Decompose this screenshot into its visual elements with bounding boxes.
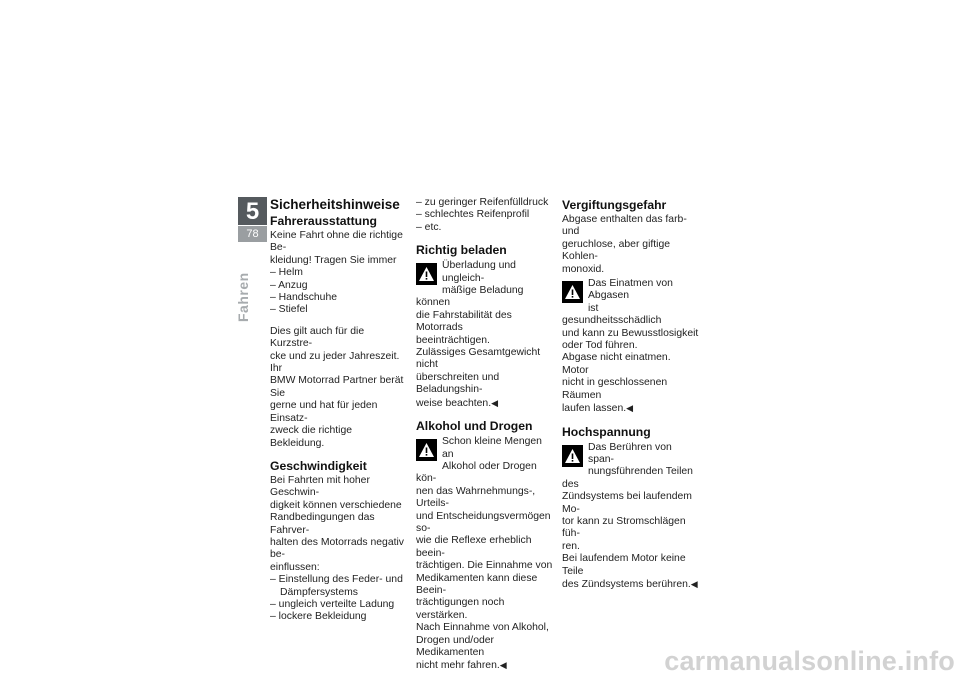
chapter-tab bbox=[238, 197, 267, 245]
paragraph: Bei laufendem Motor keine Teile des Zündsystems berühren.◀ bbox=[562, 553, 698, 590]
list-item: – Handschuhe bbox=[270, 292, 338, 304]
end-mark-icon: ◀ bbox=[499, 660, 507, 671]
watermark: carmanualsonline.info bbox=[664, 646, 955, 676]
warning-icon bbox=[562, 281, 583, 303]
list-item: – Helm bbox=[270, 267, 303, 279]
end-mark-icon: ◀ bbox=[690, 578, 698, 589]
heading-fahrerausstattung: Fahrerausstattung bbox=[270, 214, 377, 228]
list-item: – ungleich verteilte Ladung bbox=[270, 598, 395, 610]
list-item: – etc. bbox=[416, 221, 442, 233]
chapter-number: 5 bbox=[238, 197, 267, 225]
list-item: – zu geringer Reifenfülldruck bbox=[416, 197, 549, 208]
warning-icon bbox=[416, 439, 437, 461]
heading-richtig-beladen: Richtig beladen bbox=[416, 243, 507, 258]
list-item: – schlechtes Reifenprofil bbox=[416, 209, 530, 221]
warning-block: Das Einatmen von Abgasen ist gesundheitsschädlich und kann zu Bewusstlosigkeit oder Tod führen. bbox=[562, 278, 699, 352]
paragraph: Bei Fahrten mit hoher Geschwin- digkeit können verschiedene Randbedingungen das Fahrver- halten des Motorrads negativ be- einflussen: bbox=[270, 474, 405, 573]
heading-vergiftungsgefahr: Vergiftungsgefahr bbox=[562, 198, 667, 212]
paragraph: Abgase enthalten das farb- und geruchlose, aber giftige Kohlen- monoxid. bbox=[562, 214, 687, 275]
paragraph: Dies gilt auch für die Kurzstre- cke und zu jeder Jahreszeit. Ihr BMW Motorrad Partner berät Sie gerne und hat für jeden Einsatz- zweck die richtige Bekleidung. bbox=[270, 325, 404, 449]
column-2 bbox=[416, 197, 553, 673]
warning-block: Überladung und ungleich- mäßige Beladung können die Fahrstabilität des Motorrads beeinträchtigen. bbox=[416, 260, 524, 346]
heading-geschwindigkeit: Geschwindigkeit bbox=[270, 458, 367, 473]
page-number: 78 bbox=[238, 226, 267, 242]
end-mark-icon: ◀ bbox=[626, 403, 634, 414]
page-title: Sicherheitshinweise bbox=[270, 197, 400, 212]
column-1 bbox=[270, 197, 407, 624]
end-mark-icon: ◀ bbox=[491, 397, 499, 408]
paragraph: Keine Fahrt ohne die richtige Be- kleidung! Tragen Sie immer bbox=[270, 230, 403, 266]
equipment-list bbox=[270, 267, 407, 317]
warning-block: Das Berühren von span- nungsführenden Teilen des Zündsystems bei laufendem Mo- tor kann zu Stromschlägen füh- ren. bbox=[562, 441, 693, 552]
warning-icon bbox=[562, 445, 583, 467]
warning-block: Schon kleine Mengen an Alkohol oder Drogen kön- nen das Wahrnehmungs-, Urteils- und Entscheidungsvermögen so- wie die Reflexe erheblich beein- trächtigen. Die Einnahme von Medikamenten kann diese Beein- trächtigungen noch verstärken. Nach Einnahme von Alkohol, Drogen und/oder Medikamenten nicht mehr fahren.◀ bbox=[416, 436, 553, 672]
column-3 bbox=[562, 197, 699, 591]
list-item: – lockere Bekleidung bbox=[270, 611, 367, 623]
chapter-side-label: Fahren bbox=[235, 272, 251, 322]
speed-factor-list bbox=[270, 574, 407, 624]
list-item: – Einstellung des Feder- und Dämpfersystems bbox=[270, 574, 403, 598]
list-item: – Stiefel bbox=[270, 304, 308, 316]
heading-alkohol-und-drogen: Alkohol und Drogen bbox=[416, 419, 533, 434]
speed-factor-list-continued bbox=[416, 197, 553, 234]
heading-hochspannung: Hochspannung bbox=[562, 424, 651, 439]
paragraph: Zulässiges Gesamtgewicht nicht überschreiten und Beladungshin- weise beachten.◀ bbox=[416, 347, 541, 409]
warning-icon bbox=[416, 263, 437, 285]
list-item: – Anzug bbox=[270, 279, 308, 291]
paragraph: Abgase nicht einatmen. Motor nicht in geschlossenen Räumen laufen lassen.◀ bbox=[562, 352, 671, 415]
